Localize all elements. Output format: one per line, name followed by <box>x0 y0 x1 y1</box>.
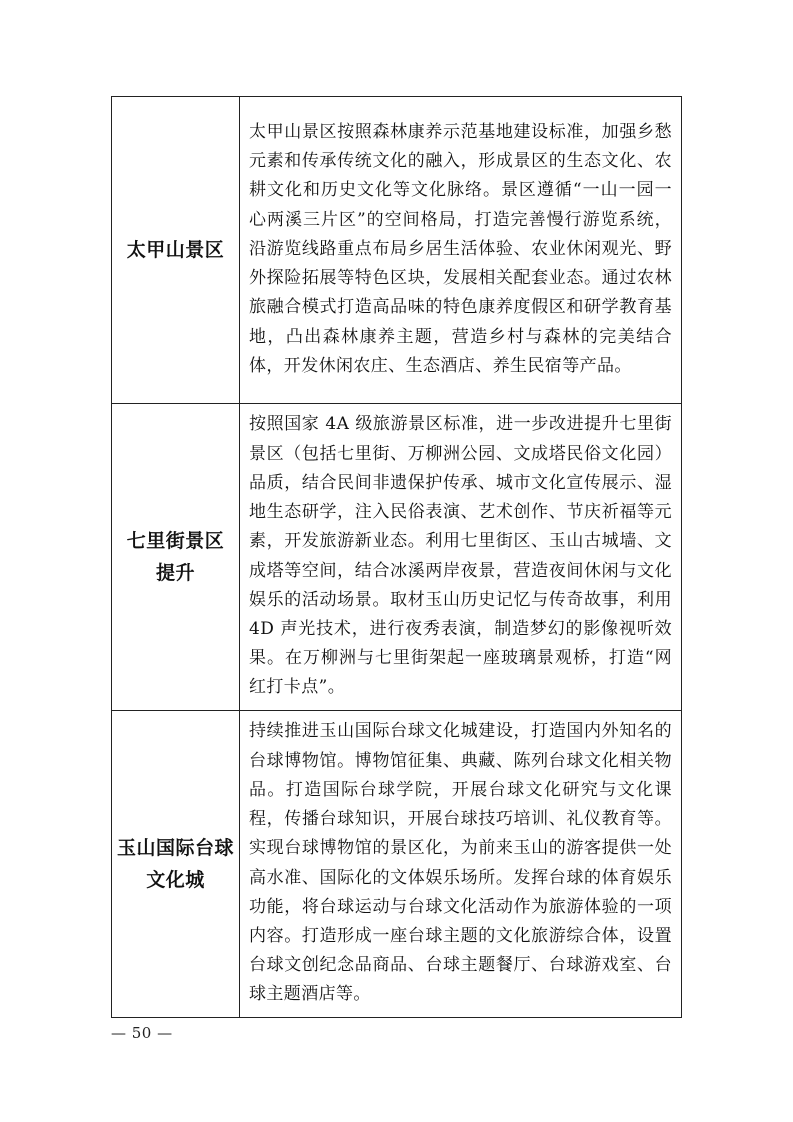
project-name-cell <box>112 711 240 1018</box>
project-description: 按照国家 4A 级旅游景区标准，进一步改进提升七里街景区（包括七里街、万柳洲公园、文成塔民俗文化园）品质，结合民间非遗保护传承、城市文化宣传展示、湿地生态研学，注入民俗表演、艺术创作、节庆祈福等元素，开发旅游新业态。利用七里街区、玉山古城墙、文成塔等空间，结合冰溪两岸夜景，营造夜间休闲与文化娱乐的活动场景。取材玉山历史记忆与传奇故事，利用 4D 声光技术，进行夜秀表演，制造梦幻的影像视听效果。在万柳洲与七里街架起一座玻璃景观桥，打造“网红打卡点”。 <box>240 404 682 711</box>
project-table <box>111 96 682 1018</box>
project-name-cell <box>112 97 240 404</box>
project-name: 太甲山景区 <box>126 239 225 261</box>
project-name-cell <box>112 404 240 711</box>
project-description: 太甲山景区按照森林康养示范基地建设标准，加强乡愁元素和传承传统文化的融入，形成景区的生态文化、农耕文化和历史文化等文化脉络。景区遵循“一山一园一心两溪三片区”的空间格局，打造完善慢行游览系统，沿游览线路重点布局乡居生活体验、农业休闲观光、野外探险拓展等特色区块，发展相关配套业态。通过农林旅融合模式打造高品味的特色康养度假区和研学教育基地，凸出森林康养主题，营造乡村与森林的完美结合体，开发休闲农庄、生态酒店、养生民宿等产品。 <box>240 97 682 404</box>
project-name-line: 七里街景区 <box>126 530 225 552</box>
page-number: — 50 — <box>111 1024 173 1042</box>
project-name-line: 文化城 <box>146 869 205 891</box>
project-name-line: 玉山国际台球 <box>116 837 234 859</box>
table-row <box>112 97 682 404</box>
project-name-line: 提升 <box>155 562 195 584</box>
table-row <box>112 404 682 711</box>
table-row <box>112 711 682 1018</box>
project-description: 持续推进玉山国际台球文化城建设，打造国内外知名的台球博物馆。博物馆征集、典藏、陈列台球文化相关物品。打造国际台球学院，开展台球文化研究与文化课程，传播台球知识，开展台球技巧培训、礼仪教育等。实现台球博物馆的景区化，为前来玉山的游客提供一处高水准、国际化的文体娱乐场所。发挥台球的体育娱乐功能，将台球运动与台球文化活动作为旅游体验的一项内容。打造形成一座台球主题的文化旅游综合体，设置台球文创纪念品商品、台球主题餐厅、台球游戏室、台球主题酒店等。 <box>240 711 682 1018</box>
